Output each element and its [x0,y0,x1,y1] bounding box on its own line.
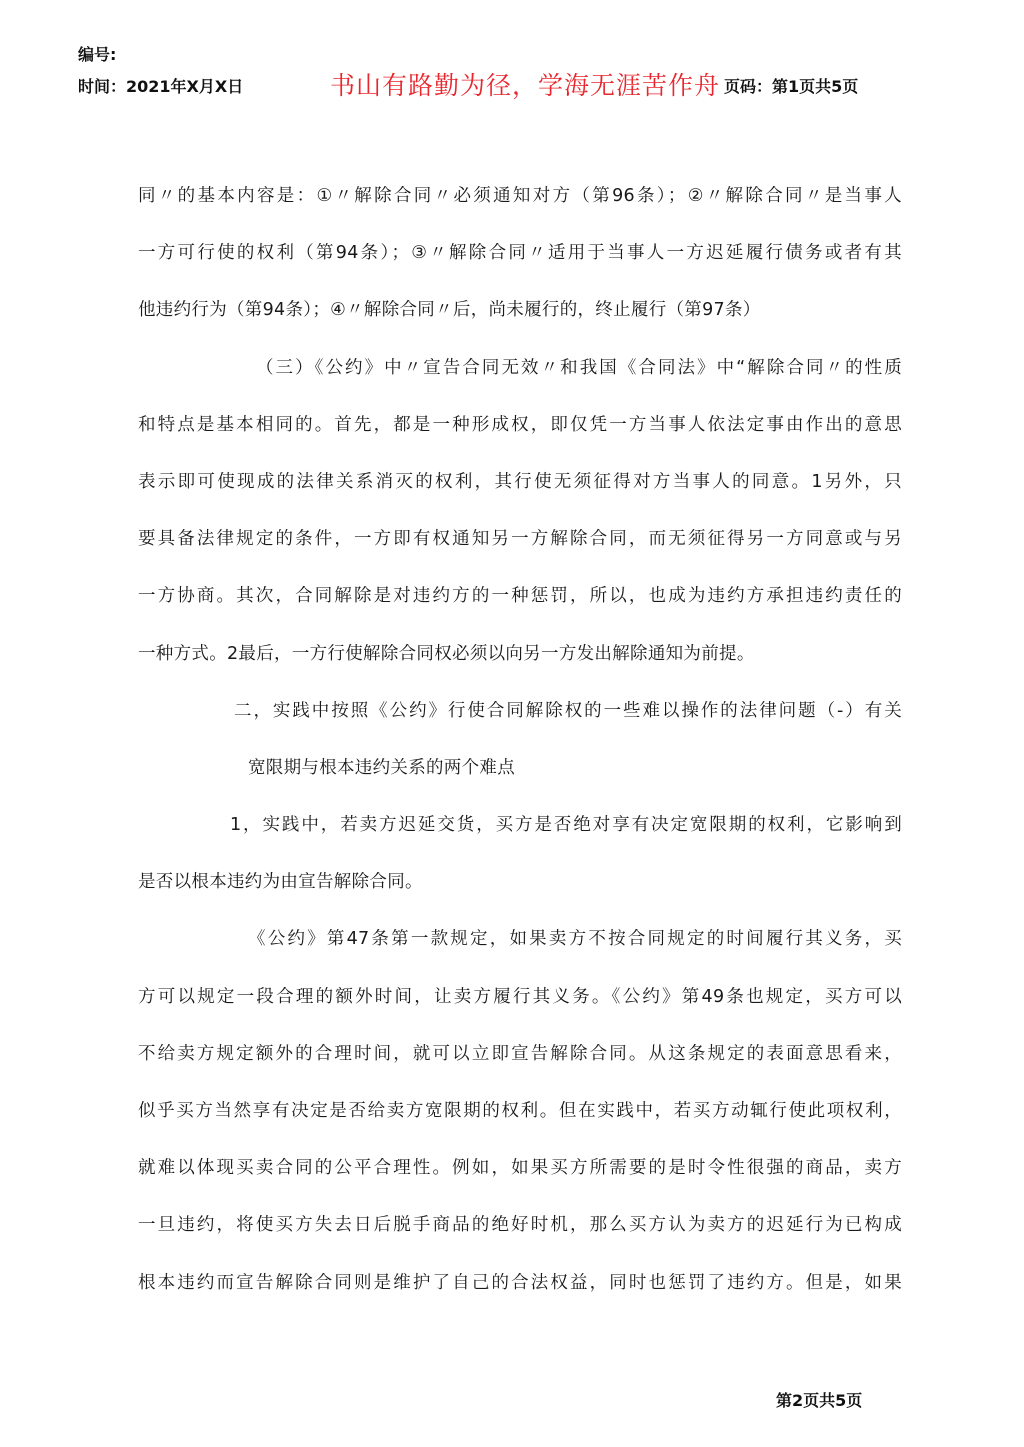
text-line: 1，实践中，若卖方迟延交货，买方是否绝对享有决定宽限期的权利，它影响到 [230,815,902,836]
text-line: 要具备法律规定的条件，一方即有权通知另一方解除合同，而无须征得另一方同意或与另 [138,529,902,550]
text-line: 和特点是基本相同的。首先，都是一种形成权，即仅凭一方当事人依法定事由作出的意思 [138,414,902,435]
footer-page-number: 第2页共5页 [776,1391,863,1410]
text-line: 似乎买方当然享有决定是否给卖方宽限期的权利。但在实践中，若买方动辄行使此项权利， [138,1101,902,1121]
text-line: 一方协商。其次，合同解除是对违约方的一种惩罚，所以，也成为违约方承担违约责任的 [138,586,902,607]
document-body [138,178,902,1322]
text-line: 就难以体现买卖合同的公平合理性。例如，如果买方所需要的是时令性很强的商品，卖方 [138,1158,902,1179]
text-line: 他违约行为（第94条）；④〃解除合同〃后，尚未履行的，终止履行（第97条） [138,300,761,321]
header-page-number: 页码：第1页共5页 [724,77,859,96]
text-line: 根本违约而宣告解除合同则是维护了自己的合法权益，同时也惩罚了违约方。但是，如果 [138,1272,902,1293]
section-heading-line: 宽限期与根本违约关系的两个难点 [248,757,515,778]
text-line: 一旦违约，将使买方失去日后脱手商品的绝好时机，那么买方认为卖方的迟延行为已构成 [138,1215,902,1236]
text-line: 表示即可使现成的法律关系消灭的权利，其行使无须征得对方当事人的同意。1另外，只 [138,471,902,492]
text-line: 不给卖方规定额外的合理时间，就可以立即宣告解除合同。从这条规定的表面意思看来， [138,1043,902,1064]
document-number-label: 编号: [78,45,117,64]
document-time: 时间：2021年X月X日 [78,77,244,96]
section-heading-line: 二，实践中按照《公约》行使合同解除权的一些难以操作的法律问题（-）有关 [234,700,902,721]
text-line: 一方可行使的权利（第94条）；③〃解除合同〃适用于当事人一方迟延履行债务或者有其 [138,243,902,264]
text-line: 是否以根本违约为由宣告解除合同。 [138,872,423,893]
text-line: 同〃的基本内容是：①〃解除合同〃必须通知对方（第96条）；②〃解除合同〃是当事人 [138,186,902,206]
text-line: 方可以规定一段合理的额外时间，让卖方履行其义务。《公约》第49条也规定，买方可以 [138,986,902,1007]
header-motto: 书山有路勤为径，学海无涯苦作舟 [330,71,721,100]
text-line: 《公约》第47条第一款规定，如果卖方不按合同规定的时间履行其义务，买 [248,929,902,950]
text-line: （三）《公约》中〃宣告合同无效〃和我国《合同法》中“解除合同〃的性质 [256,357,902,378]
text-line: 一种方式。2最后，一方行使解除合同权必须以向另一方发出解除通知为前提。 [138,643,755,664]
